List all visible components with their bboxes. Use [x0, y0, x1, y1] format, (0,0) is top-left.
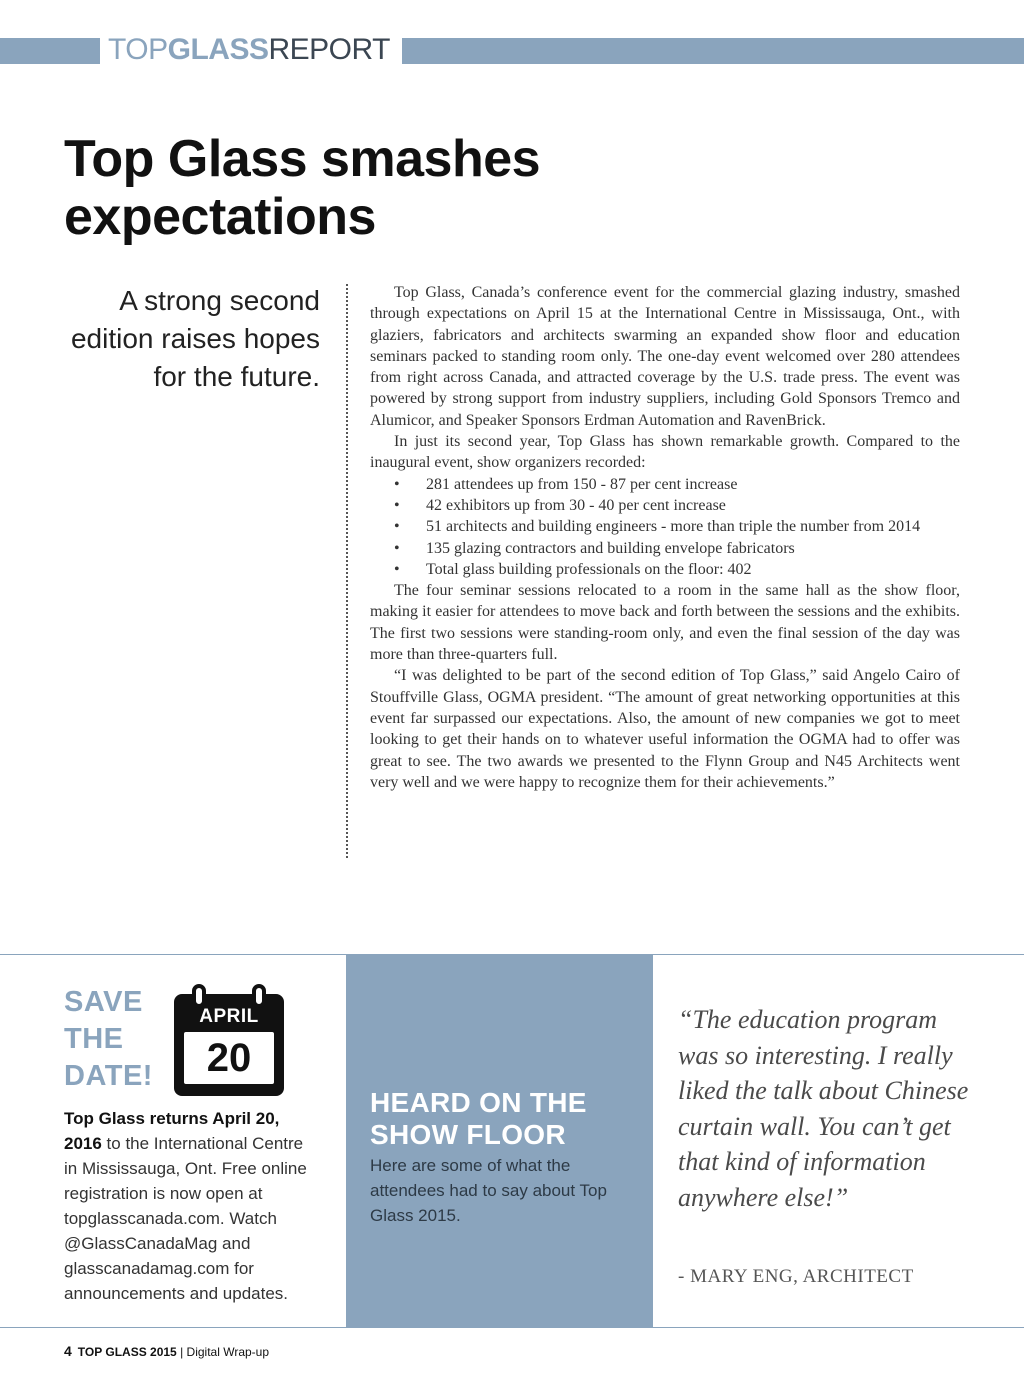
body-paragraph-4: “I was delighted to be part of the second edition of Top Glass,” said Angelo Cairo of Stouffville Glass, OGMA president. “The amount of great networking opportunities at this event far surpassed our expectations. Also, the amount of new companies we got to meet looking to get their hands on to whatever useful information the OGMA had to offer was great to see. The two awards we presented to the Flynn Group and N45 Architects went very well and we were happy to recognize them for their achievements.”	[370, 667, 960, 791]
save-the-date-text: to the International Centre in Mississauga, Ont. Free online registration is now open at topglasscanada.com. Watch @GlassCanadaMag and glasscanadamag.com for announcements and updates.	[64, 1134, 307, 1303]
page-footer	[64, 1342, 269, 1361]
column-divider	[346, 284, 348, 858]
heard-title-line-1: HEARD ON THE	[370, 1087, 587, 1118]
footer-section: Digital Wrap-up	[186, 1345, 270, 1359]
calendar-month: APRIL	[199, 1006, 259, 1027]
publication-name: TOP GLASS 2015	[77, 1345, 177, 1359]
bottom-section-bottom-rule	[0, 1327, 1024, 1328]
stats-list-item: • Total glass building professionals on the floor: 402	[370, 559, 960, 580]
stats-list-item: • 281 attendees up from 150 - 87 per cent increase	[370, 474, 960, 495]
save-line-1: SAVE	[64, 986, 143, 1018]
heard-on-show-floor-box	[346, 955, 653, 1327]
heard-title	[370, 1087, 640, 1151]
header-label-report: REPORT	[268, 33, 390, 66]
body-paragraph-1: Top Glass, Canada’s conference event for the commercial glazing industry, smashed through expectations on April 15 at the International Centre in Mississauga, Ont., with glaziers, fabricators and architects swarming an expanded show floor and education seminars packed to standing room only. The one-day event welcomed over 280 attendees from right across Canada, and attracted coverage by the U.S. trade press. The event was powered by strong support from industry suppliers, including Gold Sponsors Tremco and Alumicor, and Speaker Sponsors Erdman Automation and RavenBrick.	[370, 284, 960, 429]
save-line-3: DATE!	[64, 1060, 153, 1092]
deck-line-2: edition raises hopes	[70, 323, 320, 354]
header-label-glass: GLASS	[167, 33, 269, 66]
article-headline	[64, 130, 764, 246]
header-label-top: TOP	[108, 33, 168, 66]
stats-list-item: • 42 exhibitors up from 30 - 40 per cent increase	[370, 495, 960, 516]
heard-body: Here are some of what the attendees had to say about Top Glass 2015.	[370, 1156, 607, 1225]
stats-list-item: • 51 architects and building engineers - more than triple the number from 2014	[370, 516, 960, 537]
footer-separator: |	[176, 1345, 187, 1359]
save-the-date-body	[64, 1106, 320, 1306]
quote-attribution: - MARY ENG, ARCHITECT	[678, 1266, 914, 1287]
save-line-2: THE	[64, 1023, 124, 1055]
page-number: 4	[64, 1343, 72, 1359]
body-paragraph-2: In just its second year, Top Glass has shown remarkable growth. Compared to the inaugural event, show organizers recorded:	[370, 433, 960, 472]
stats-list	[370, 474, 960, 580]
headline-line-1: Top Glass smashes	[64, 130, 541, 188]
body-paragraph-3: The four seminar sessions relocated to a room in the same hall as the show floor, making it easier for attendees to move back and forth between the sessions and the exhibits. The first two sessions were standing-room only, and even the final session of the day was more than three-quarters full.	[370, 582, 960, 664]
headline-line-2: expectations	[64, 188, 376, 246]
pull-quote: “The education program was so interesting. I really liked the talk about Chinese curtain wall. You can’t get that kind of information anywhere else!”	[678, 1005, 969, 1212]
stats-list-item: • 135 glazing contractors and building envelope fabricators	[370, 538, 960, 559]
save-the-date-title	[64, 984, 153, 1095]
section-header	[100, 28, 402, 72]
save-the-date-lead: Top Glass returns April 20, 2016	[64, 1109, 280, 1153]
calendar-icon	[174, 994, 284, 1096]
calendar-ring-right	[252, 984, 266, 1008]
article-deck	[40, 282, 320, 396]
calendar-day: 20	[184, 1032, 274, 1084]
deck-line-3: for the future.	[153, 361, 320, 392]
article-body	[370, 282, 960, 793]
heard-title-line-2: SHOW FLOOR	[370, 1119, 566, 1150]
calendar-ring-left	[192, 984, 206, 1008]
deck-line-1: A strong second	[119, 285, 320, 316]
